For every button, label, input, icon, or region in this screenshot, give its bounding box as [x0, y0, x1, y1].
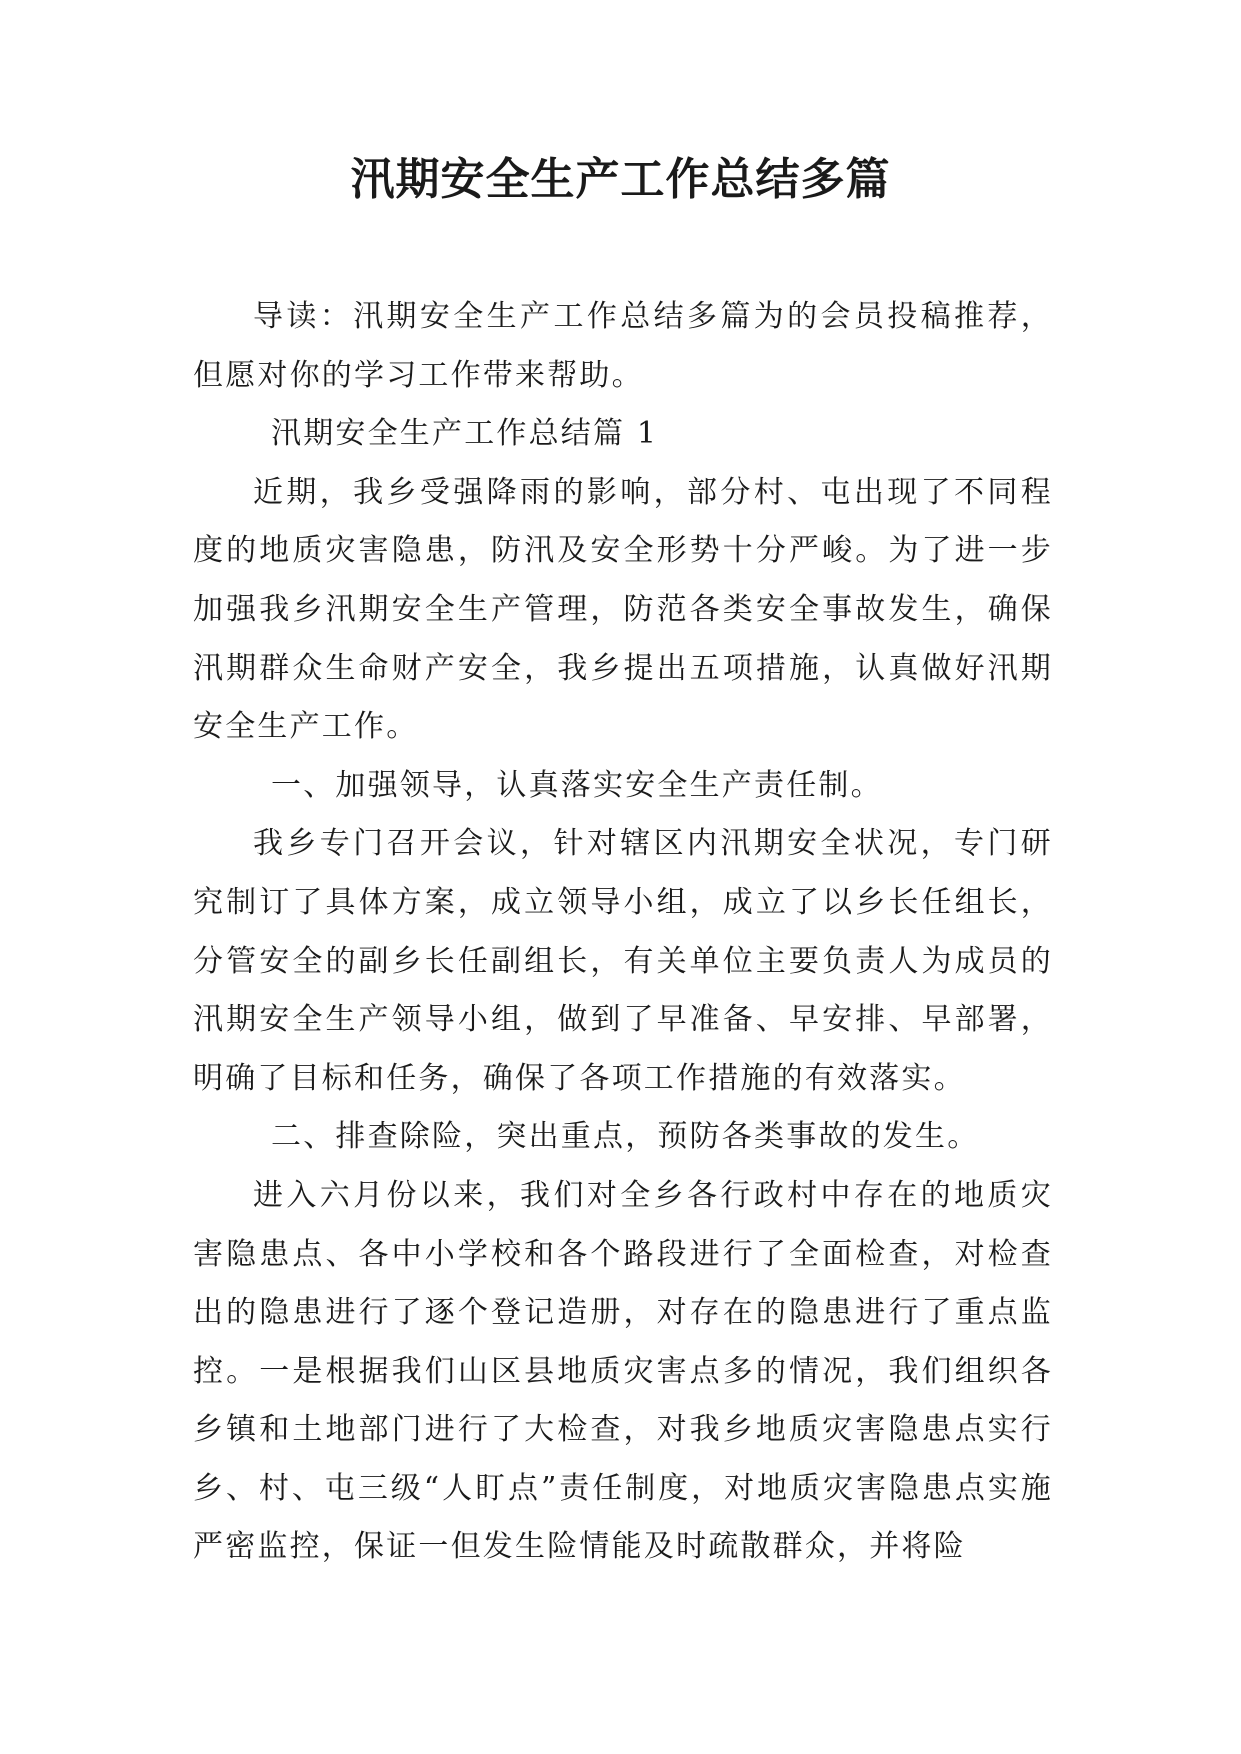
body-paragraph: 进入六月份以来，我们对全乡各行政村中存在的地质灾害隐患点、各中小学校和各个路段进行了全面检查，对检查出的隐患进行了逐个登记造册，对存在的隐患进行了重点监控。一是根据我们山区县地质灾害点多的情况，我们组织各乡镇和土地部门进行了大检查，对我乡地质灾害隐患点实行乡、村、屯三级“人盯点”责任制度，对地质灾害隐患点实施严密监控，保证一但发生险情能及时疏散群众，并将险	[193, 1177, 1053, 1565]
section-title: 汛期安全生产工作总结篇 1	[271, 416, 659, 452]
body-paragraph: 近期，我乡受强降雨的影响，部分村、屯出现了不同程度的地质灾害隐患，防汛及安全形势十分严峻。为了进一步加强我乡汛期安全生产管理，防范各类安全事故发生，确保汛期群众生命财产安全，我乡提出五项措施，认真做好汛期安全生产工作。	[193, 474, 1053, 745]
document-title: 汛期安全生产工作总结多篇	[350, 154, 891, 205]
document-body	[193, 288, 1053, 1577]
body-paragraph: 我乡专门召开会议，针对辖区内汛期安全状况，专门研究制订了具体方案，成立领导小组，成立了以乡长任组长，分管安全的副乡长任副组长，有关单位主要负责人为成员的汛期安全生产领导小组，做到了早准备、早安排、早部署，明确了目标和任务，确保了各项工作措施的有效落实。	[193, 826, 1053, 1096]
subheading: 一、加强领导，认真落实安全生产责任制。	[271, 767, 883, 803]
intro-paragraph: 导读：汛期安全生产工作总结多篇为的会员投稿推荐，但愿对你的学习工作带来帮助。	[193, 299, 1053, 393]
subheading: 二、排查除险，突出重点，预防各类事故的发生。	[271, 1119, 980, 1155]
